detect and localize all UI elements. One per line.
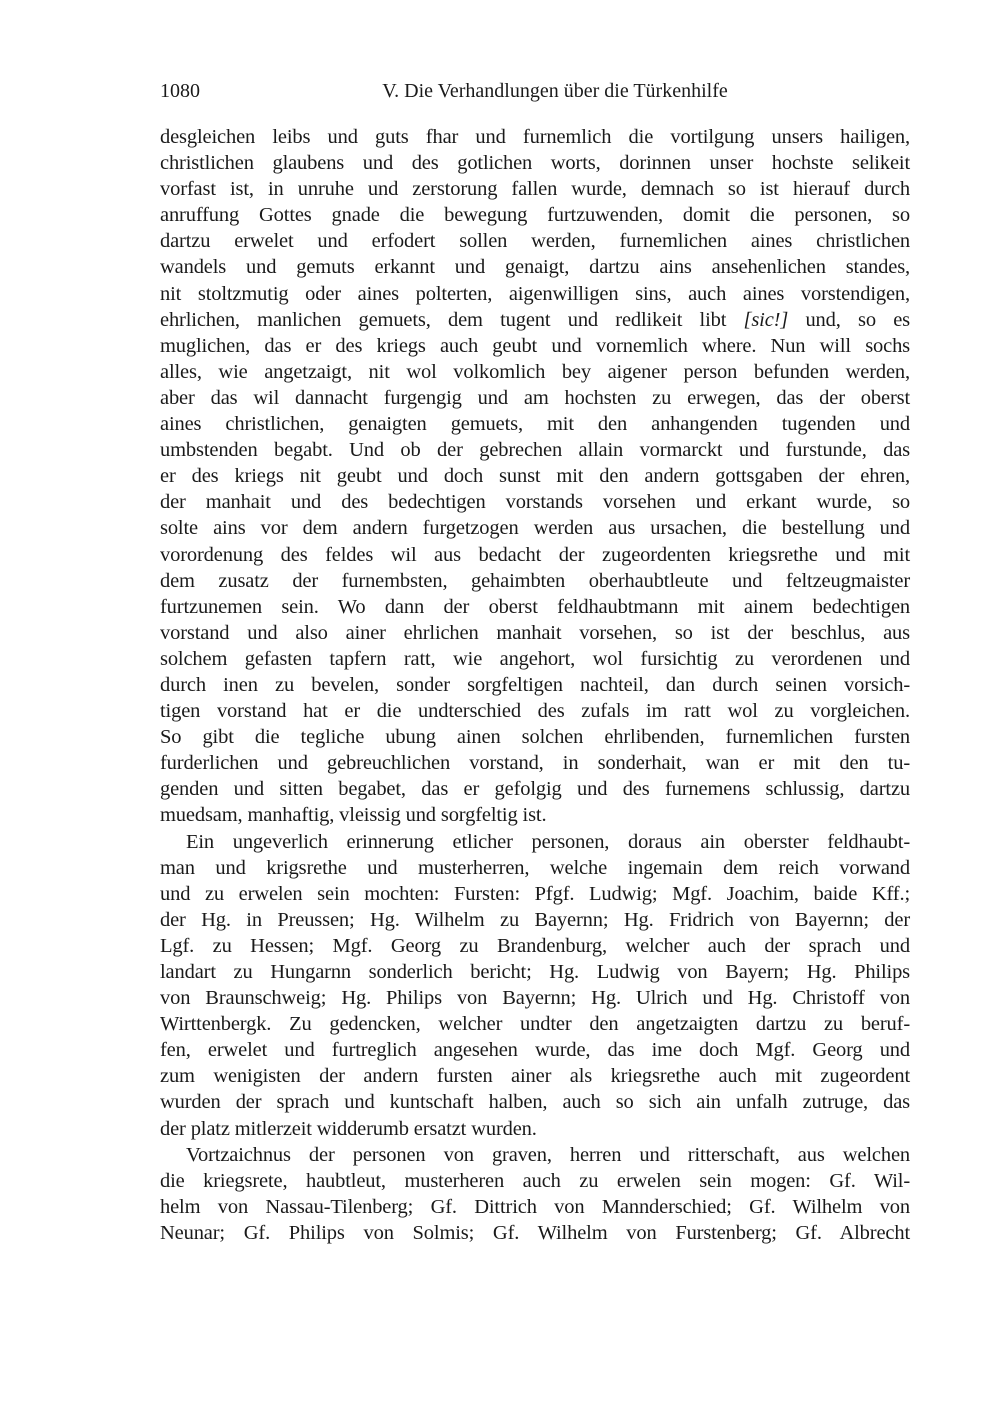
text-line: und zu erwelen sein mochten: Fursten: Pfgf. Ludwig; Mgf. Joachim, baide Kff.; — [160, 882, 910, 905]
text-line: tigen vorstand hat er die undterschied des zufals im ratt wol zu vorgleichen. — [160, 700, 910, 723]
text-line: Wirttenbergk. Zu gedencken, welcher undter den angetzaigten dartzu zu beruf- — [160, 1013, 910, 1036]
text-line: genden und sitten begabet, das er gefolgig und des furnemens schlussig, dartzu — [160, 778, 910, 801]
text-line: solchem gefasten tapfern ratt, wie angehort, wol fursichtig zu verordenen und — [160, 647, 910, 670]
text-line: desgleichen leibs und guts fhar und furnemlich die vortilgung unsers hailigen, — [160, 126, 910, 148]
text-line: nit stoltzmutig oder aines polterten, aigenwilligen sins, auch aines vorstendigen, — [160, 282, 910, 305]
text-line: von Braunschweig; Hg. Philips von Bayernn; Hg. Ulrich und Hg. Christoff von — [160, 987, 910, 1010]
text-line: fen, erwelet und furtreglich angesehen wurde, das ime doch Mgf. Georg und — [160, 1039, 910, 1062]
text-line: der manhait und des bedechtigen vorstands vorsehen und erkant wurde, so — [160, 491, 910, 514]
text-line: alles, wie angetzaigt, nit wol volkomlich bey aigener person befunden werden, — [160, 360, 910, 383]
page-header — [160, 80, 910, 106]
text-line: aines christlichen, genaigten gemuets, mit den anhangenden tugenden und — [160, 413, 910, 436]
text-line: vorordenung des feldes wil aus bedacht der zugeordenten kriegsrethe und mit — [160, 543, 910, 566]
text-line: die kriegsrete, haubtleut, musterheren auch zu erwelen sein mogen: Gf. Wil- — [160, 1169, 910, 1192]
text-line: muglichen, das er des kriegs auch geubt und vornemlich where. Nun will sochs — [160, 334, 910, 357]
editorial-note: [sic!] — [743, 308, 789, 331]
paragraph — [160, 124, 910, 829]
text-line: anruffung Gottes gnade die bewegung furtzuwenden, domit die personen, so — [160, 204, 910, 227]
text-line: furderlichen und gebreuchlichen vorstand, in sonderhait, wan er mit den tu- — [160, 752, 910, 775]
page-number: 1080 — [160, 80, 200, 102]
text-line: der platz mitlerzeit widderumb ersatzt wurden. — [160, 1117, 537, 1140]
text-line: Ein ungeverlich erinnerung etlicher personen, doraus ain oberster feldhaubt- — [186, 830, 910, 853]
text-line: umbstenden begabt. Und ob der gebrechen allain vormarckt und furstunde, das — [160, 439, 910, 462]
text-segment: und, so es — [788, 308, 910, 331]
text-line: So gibt die tegliche ubung ainen solchen ehrlibenden, furnemlichen fursten — [160, 726, 910, 749]
text-line: helm von Nassau-Tilenberg; Gf. Dittrich von Mannderschied; Gf. Wilhelm von — [160, 1195, 910, 1218]
text-line: aber das wil dannacht furgengig und am hochsten zu erwegen, das der oberst — [160, 386, 910, 409]
text-line: dem zusatz der furnembsten, gehaimbten oberhaubtleute und feltzeugmaister — [160, 569, 910, 592]
text-line: zum wenigisten der andern fursten ainer als kriegsrethe auch mit zugeordent — [160, 1065, 910, 1088]
text-line: wandels und gemuts erkannt und genaigt, dartzu ains ansehenlichen standes, — [160, 256, 910, 279]
text-line: furtzunemen sein. Wo dann der oberst feldhaubtmann mit ainem bedechtigen — [160, 595, 910, 618]
paragraph — [160, 829, 910, 1142]
text-line: durch inen zu bevelen, sonder sorgfeltigen nachteil, dan durch seinen vorsich- — [160, 673, 910, 696]
text-line — [160, 307, 910, 333]
text-line: wurden der sprach und kuntschaft halben, auch so sich ain unfalh zutruge, das — [160, 1091, 910, 1114]
text-segment: ehrlichen, manlichen gemuets, dem tugent und redlikeit libt — [160, 308, 744, 331]
text-line: vorfast ist, in unruhe und zerstorung fallen wurde, demnach so ist hierauf durch — [160, 178, 910, 201]
text-line: solte ains vor dem andern furgetzogen werden aus ursachen, die bestellung und — [160, 517, 910, 540]
body-text — [160, 124, 910, 1246]
text-line: Lgf. zu Hessen; Mgf. Georg zu Brandenburg, welcher auch der sprach und — [160, 934, 910, 957]
text-line: man und krigsrethe und musterherren, welche ingemain dem reich vorwand — [160, 856, 910, 879]
text-line: christlichen glaubens und des gotlichen worts, dorinnen unser hochste selikeit — [160, 152, 910, 175]
text-line: der Hg. in Preussen; Hg. Wilhelm zu Bayernn; Hg. Fridrich von Bayernn; der — [160, 908, 910, 931]
text-line: landart zu Hungarnn sonderlich bericht; Hg. Ludwig von Bayern; Hg. Philips — [160, 961, 910, 983]
text-line: vorstand und also ainer ehrlichen manhait vorsehen, so ist der beschlus, aus — [160, 621, 910, 644]
paragraph — [160, 1142, 910, 1246]
text-line: dartzu erwelet und erfodert sollen werden, furnemlichen aines christlichen — [160, 230, 910, 253]
text-line: muedsam, manhaftig, vleissig und sorgfeltig ist. — [160, 804, 547, 827]
text-line: Neunar; Gf. Philips von Solmis; Gf. Wilhelm von Furstenberg; Gf. Albrecht — [160, 1221, 910, 1244]
text-line: Vortzaichnus der personen von graven, herren und ritterschaft, aus welchen — [186, 1143, 910, 1166]
running-title: V. Die Verhandlungen über die Türkenhilfe — [382, 80, 728, 102]
text-line: er des kriegs nit geubt und doch sunst mit den andern gottsgaben der ehren, — [160, 465, 910, 488]
